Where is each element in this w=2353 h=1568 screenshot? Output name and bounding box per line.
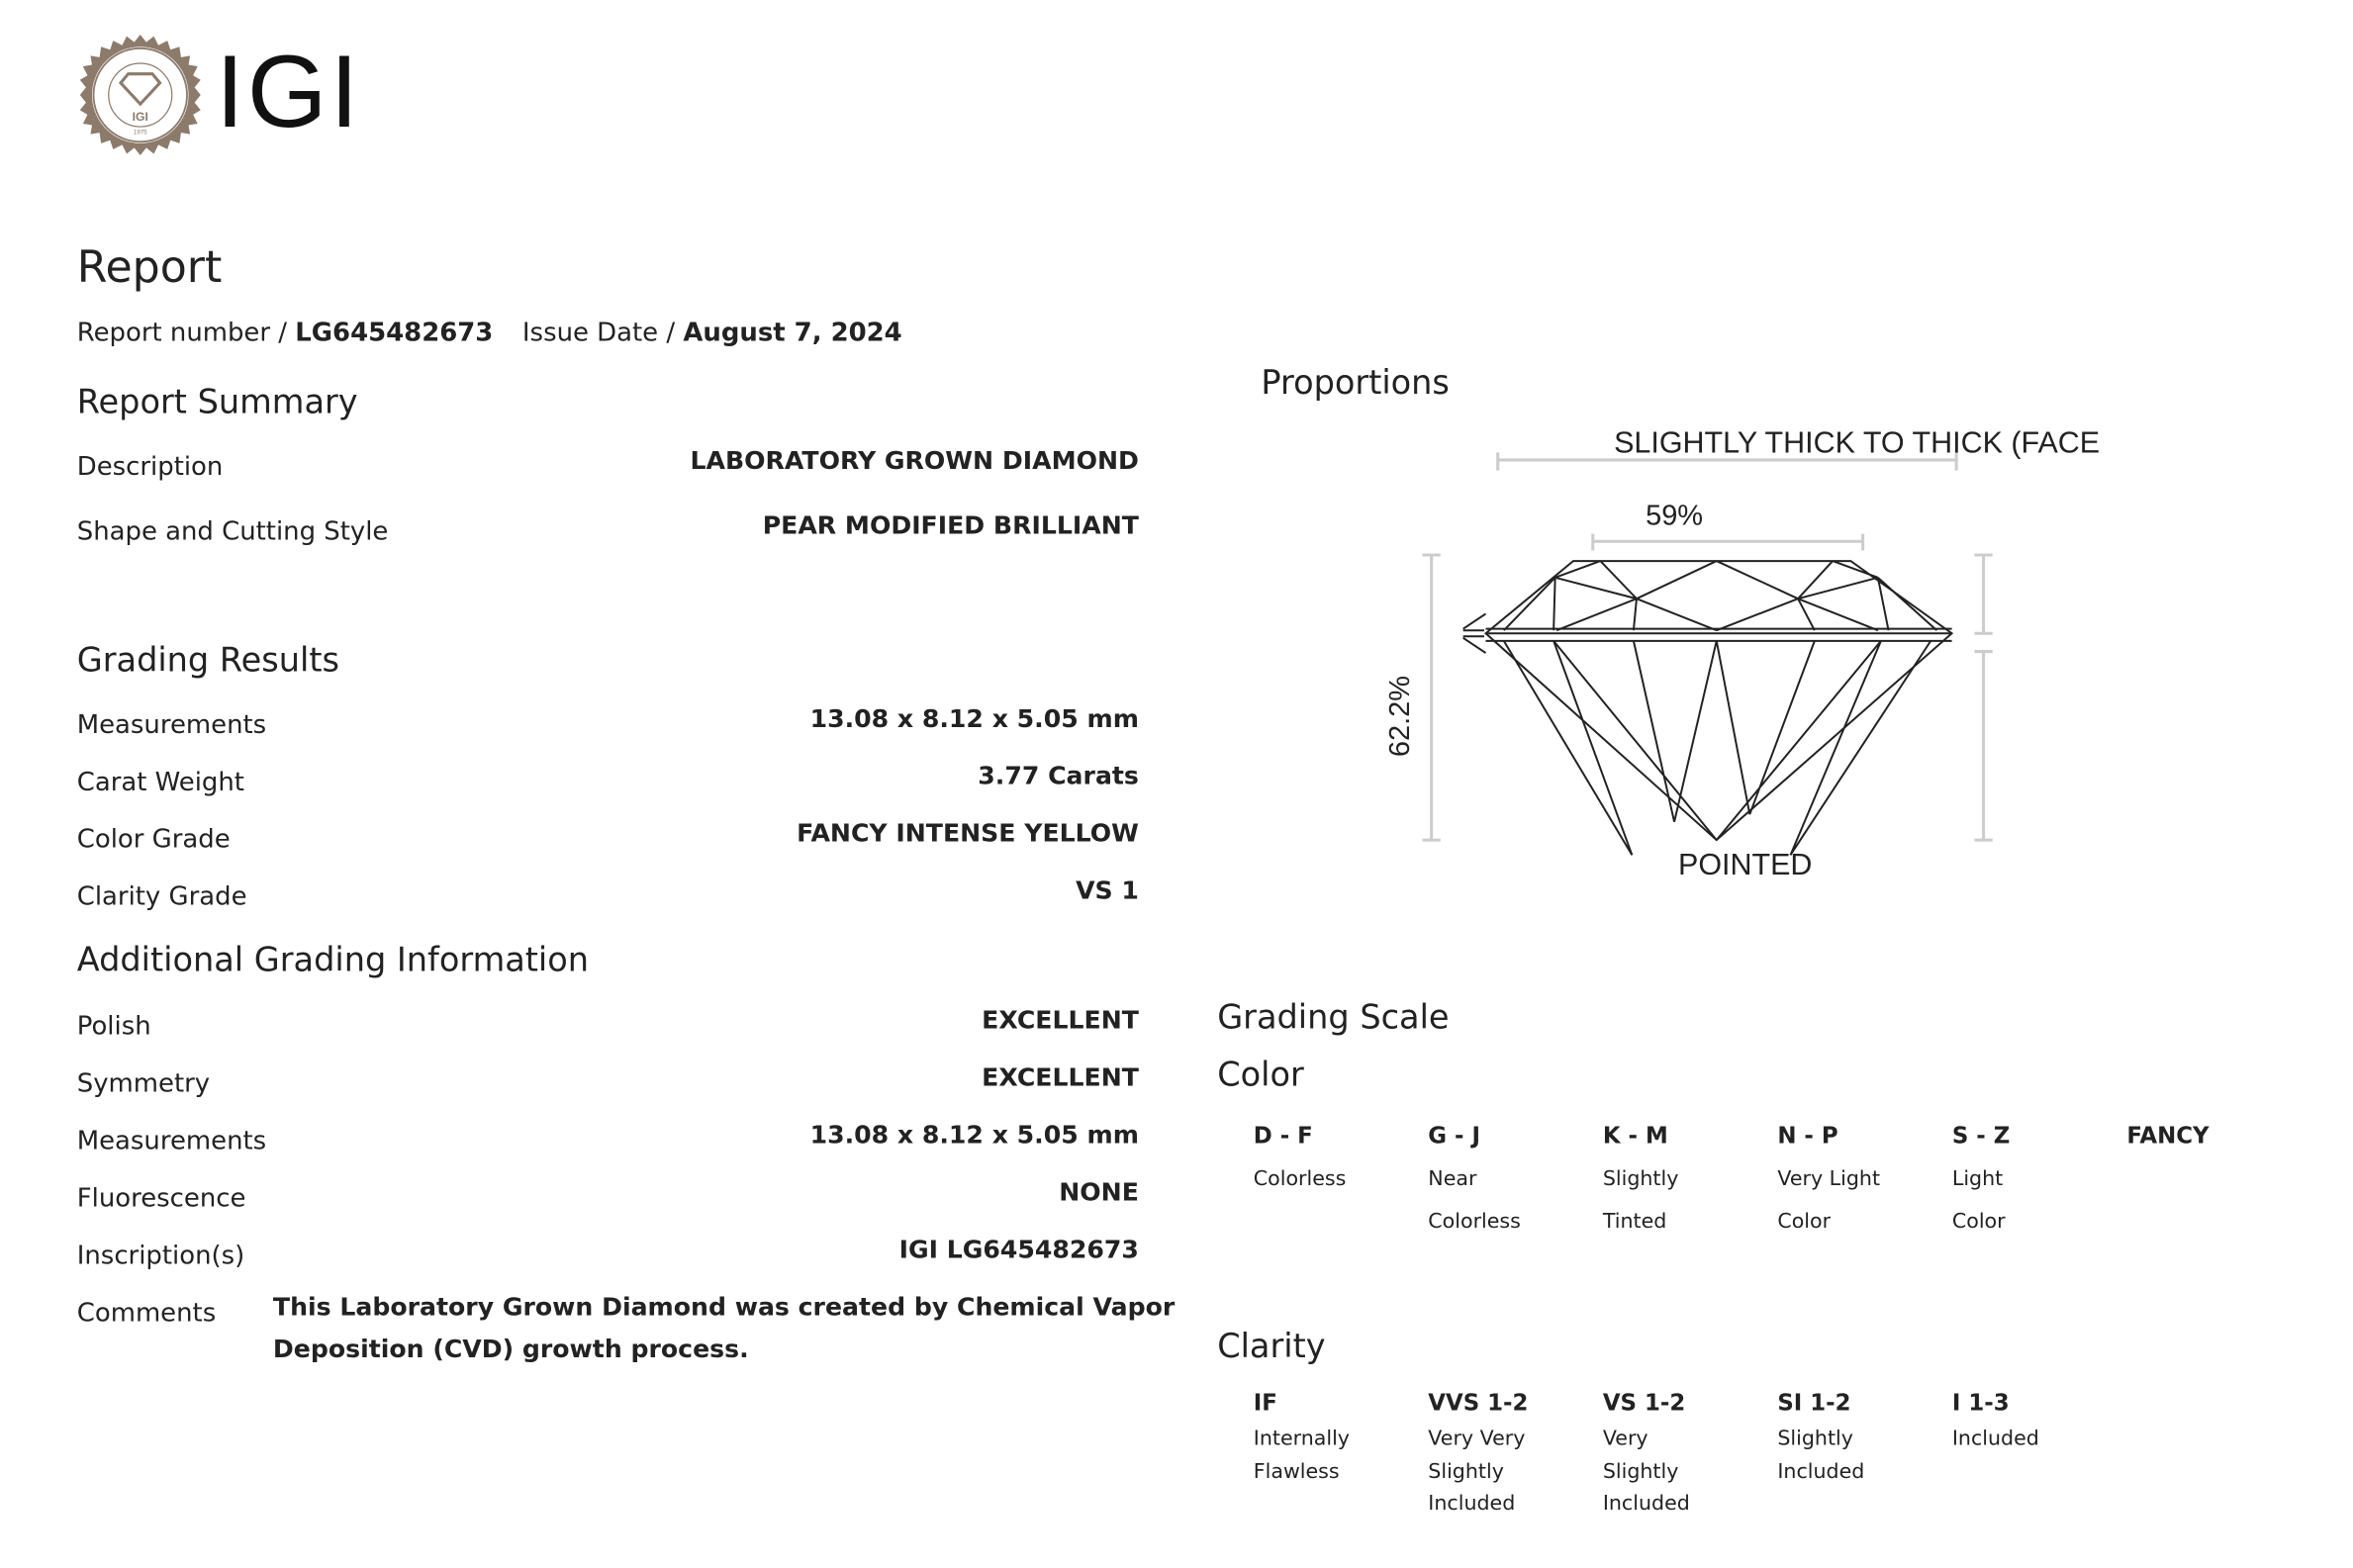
report-title: Report <box>76 240 223 293</box>
clarity-grade-description: Included <box>1428 1491 1516 1517</box>
fluorescence-value: NONE <box>1059 1177 1139 1207</box>
proportions-diagram <box>1358 408 2142 905</box>
clarity-scale-heading: Clarity <box>1217 1328 1326 1367</box>
clarity-grade-description: Slightly <box>1777 1427 1853 1451</box>
report-number: LG645482673 <box>295 318 494 349</box>
igi-seal-logo <box>78 34 202 163</box>
color-grade-description: Tinted <box>1602 1209 1667 1234</box>
color-grade-4: S - Z <box>1951 1122 2011 1150</box>
table-percent: 59% <box>1646 500 1704 532</box>
clarity-grade-0: IF <box>1253 1388 1277 1417</box>
measurements-value: 13.08 x 8.12 x 5.05 mm <box>809 703 1139 733</box>
clarity-grade-4: I 1-3 <box>1951 1388 2010 1417</box>
clarity-grade-2: VS 1-2 <box>1602 1388 1686 1417</box>
additional-info-heading: Additional Grading Information <box>76 942 590 980</box>
color-grade-description: Slightly <box>1602 1166 1679 1192</box>
polish-label: Polish <box>76 1011 151 1043</box>
measurements-label: Measurements <box>76 709 267 741</box>
clarity-grade-description: Flawless <box>1253 1458 1340 1484</box>
color-grade-description: Color <box>1951 1209 2006 1234</box>
report-number-label: Report number / <box>76 318 288 349</box>
color-grade-1: G - J <box>1428 1122 1481 1150</box>
issue-date-label: Issue Date / <box>521 318 676 349</box>
clarity-grade-description: Slightly <box>1428 1458 1504 1484</box>
grading-results-heading: Grading Results <box>76 642 339 681</box>
polish-value: EXCELLENT <box>982 1005 1139 1035</box>
clarity-grade-description: Slightly <box>1602 1458 1679 1484</box>
grading-scale-heading: Grading Scale <box>1217 999 1450 1038</box>
shape-value: PEAR MODIFIED BRILLIANT <box>762 510 1139 540</box>
issue-date: August 7, 2024 <box>683 318 902 349</box>
clarity-grade-label: Clarity Grade <box>76 881 247 913</box>
color-grade-description: Color <box>1777 1209 1832 1234</box>
comments-label: Comments <box>76 1298 217 1329</box>
inscription-value: IGI LG645482673 <box>898 1235 1139 1264</box>
additional-measurements-label: Measurements <box>76 1126 267 1157</box>
carat-weight-label: Carat Weight <box>76 767 244 798</box>
description-label: Description <box>76 452 224 483</box>
color-grade-description: Light <box>1951 1166 2004 1192</box>
clarity-grade-1: VVS 1-2 <box>1428 1388 1529 1417</box>
diamond-outline <box>1463 561 1952 855</box>
clarity-grade-description: Included <box>1951 1427 2039 1451</box>
carat-weight-value: 3.77 Carats <box>978 761 1139 790</box>
color-grade-description: Very Light <box>1777 1166 1881 1192</box>
additional-measurements-value: 13.08 x 8.12 x 5.05 mm <box>809 1120 1139 1150</box>
svg-text:IGI: IGI <box>132 109 148 124</box>
color-grade-description: Colorless <box>1428 1209 1521 1234</box>
report-summary-heading: Report Summary <box>76 384 358 422</box>
color-grade-label: Color Grade <box>76 824 231 856</box>
color-grade-3: N - P <box>1777 1122 1838 1150</box>
clarity-grade-description: Very <box>1602 1427 1648 1451</box>
clarity-grade-description: Internally <box>1253 1427 1351 1451</box>
clarity-grade-description: Included <box>1602 1491 1690 1517</box>
igi-wordmark: IGI <box>215 35 362 149</box>
clarity-grade-3: SI 1-2 <box>1777 1388 1851 1417</box>
proportions-heading: Proportions <box>1261 364 1450 404</box>
svg-text:1975: 1975 <box>134 129 147 137</box>
inscription-label: Inscription(s) <box>76 1241 245 1272</box>
color-grade-description: Colorless <box>1253 1166 1347 1192</box>
shape-label: Shape and Cutting Style <box>76 516 389 548</box>
symmetry-label: Symmetry <box>76 1068 211 1100</box>
comments-line-2: Deposition (CVD) growth process. <box>272 1335 749 1364</box>
description-value: LABORATORY GROWN DIAMOND <box>690 446 1139 476</box>
depth-percent: 62.2% <box>1383 676 1416 758</box>
fluorescence-label: Fluorescence <box>76 1183 246 1215</box>
color-grade-0: D - F <box>1253 1122 1313 1150</box>
report-meta <box>77 319 902 348</box>
comments-line-1: This Laboratory Grown Diamond was created by Chemical Vapor <box>272 1292 1176 1322</box>
color-grade-value: FANCY INTENSE YELLOW <box>797 818 1139 848</box>
color-grade-5: FANCY <box>2126 1122 2210 1150</box>
girdle-label: SLIGHTLY THICK TO THICK (FACE <box>1614 425 2101 460</box>
clarity-grade-value: VS 1 <box>1076 876 1139 905</box>
color-grade-2: K - M <box>1602 1122 1668 1150</box>
culet-label: POINTED <box>1678 848 1813 882</box>
symmetry-value: EXCELLENT <box>982 1062 1139 1092</box>
color-grade-description: Near <box>1428 1166 1477 1192</box>
clarity-grade-description: Very Very <box>1428 1427 1526 1451</box>
color-scale-heading: Color <box>1217 1057 1304 1095</box>
clarity-grade-description: Included <box>1777 1458 1865 1484</box>
